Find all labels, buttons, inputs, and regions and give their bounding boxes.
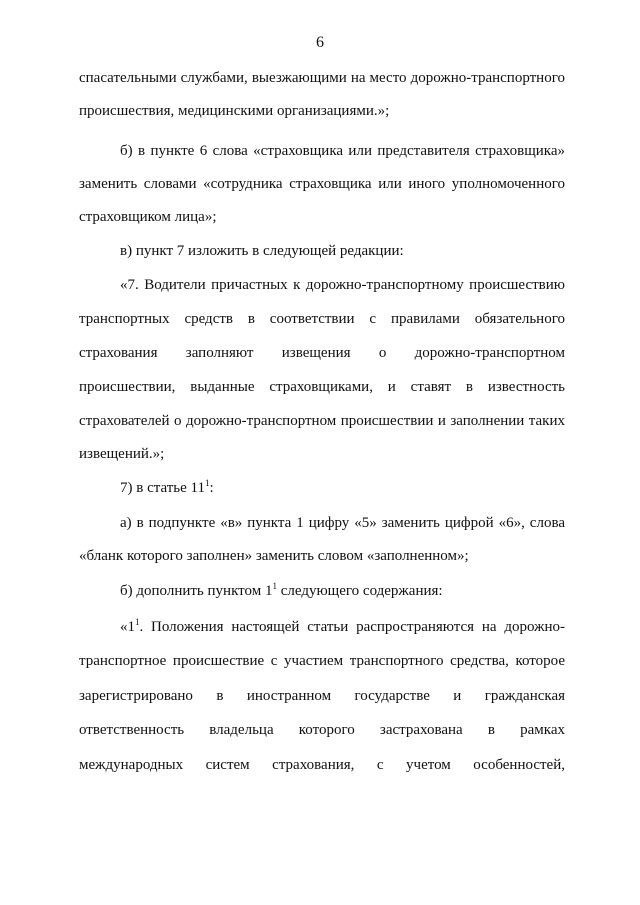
text-line: страховщиком лица»;: [79, 209, 217, 225]
superscript: 1: [205, 478, 210, 488]
text-line: происшествии, выданные страховщиками, и ставят в известность: [79, 379, 565, 395]
page-number: 6: [316, 34, 324, 51]
text-line: происшествия, медицинскими организациями.»;: [79, 103, 390, 119]
text-fragment: б) дополнить пунктом 1: [120, 583, 273, 599]
text-line: зарегистрировано в иностранном государстве и гражданская: [79, 688, 565, 704]
text-fragment: :: [209, 480, 214, 496]
text-line: «7. Водители причастных к дорожно-транспортному происшествию: [120, 277, 565, 293]
superscript: 1: [272, 581, 277, 591]
text-line: страхования заполняют извещения о дорожно-транспортном: [79, 345, 565, 361]
text-line: в) пункт 7 изложить в следующей редакции:: [120, 243, 404, 259]
text-fragment: следующего содержания:: [276, 583, 443, 599]
text-line: извещений.»;: [79, 446, 165, 462]
superscript: 1: [135, 617, 140, 627]
text-line: а) в подпункте «в» пункта 1 цифру «5» заменить цифрой «6», слова: [120, 515, 565, 531]
text-fragment: 7) в статье 11: [120, 480, 205, 496]
text-line: транспортное происшествие с участием транспортного средства, которое: [79, 653, 565, 669]
text-fragment: «1: [120, 619, 135, 635]
text-line: страхователей о дорожно-транспортном происшествии и заполнении таких: [79, 413, 565, 429]
text-line: б) в пункте 6 слова «страховщика или представителя страховщика»: [120, 143, 565, 159]
text-line: «бланк которого заполнен» заменить словом «заполненном»;: [79, 548, 469, 564]
text-line: спасательными службами, выезжающими на место дорожно-транспортного: [79, 70, 565, 86]
text-line: заменить словами «сотрудника страховщика или иного уполномоченного: [79, 176, 565, 192]
text-line: [120, 581, 443, 601]
text-fragment: . Положения настоящей статьи распространяются на дорожно-: [139, 619, 565, 635]
text-line: [120, 617, 565, 637]
text-line: транспортных средств в соответствии с правилами обязательного: [79, 311, 565, 327]
text-line: [120, 478, 214, 498]
text-line: ответственность владельца которого застрахована в рамках: [79, 722, 565, 738]
text-line: международных систем страхования, с учетом особенностей,: [79, 757, 565, 773]
